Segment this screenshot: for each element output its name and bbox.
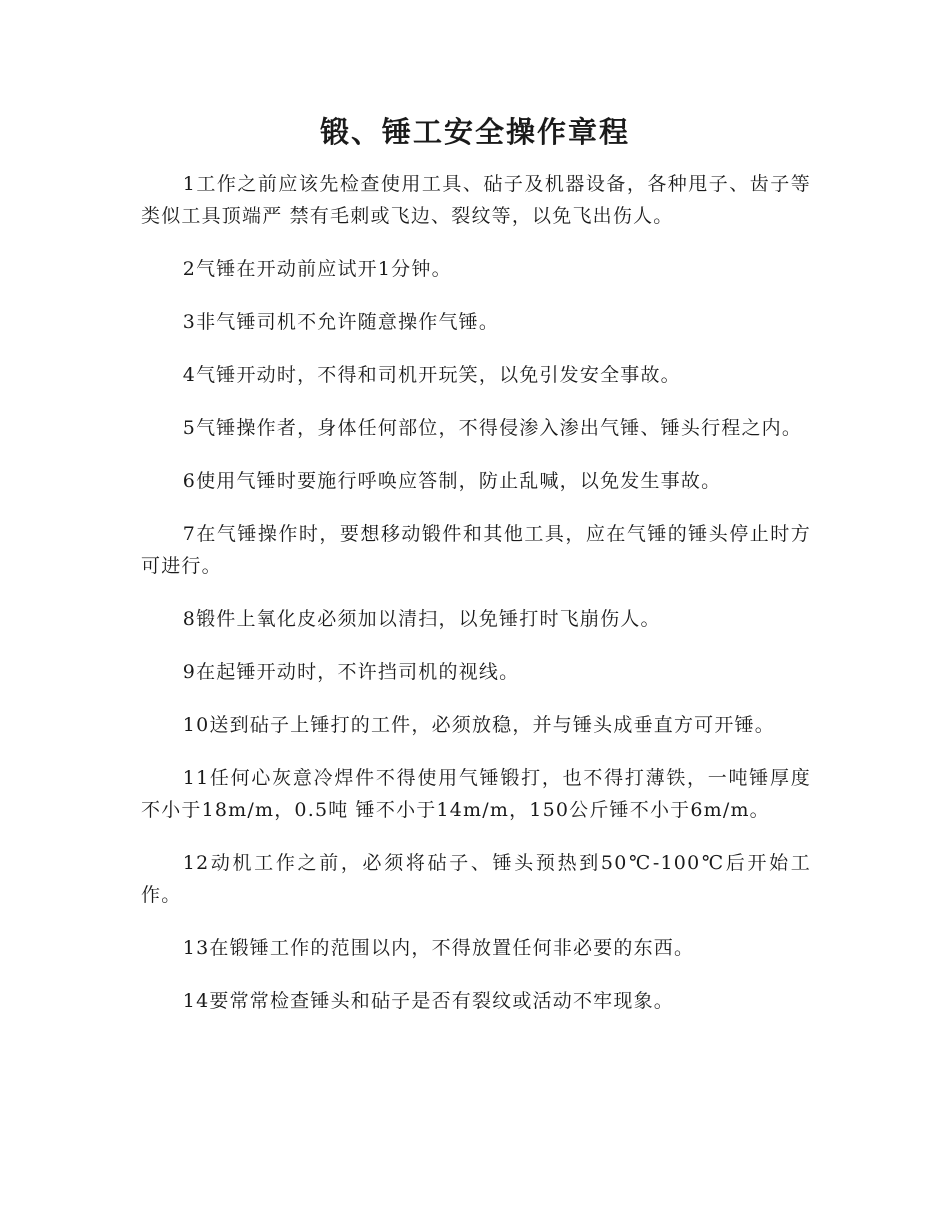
document-title: 锻、锤工安全操作章程 (319, 115, 630, 149)
document-body (141, 168, 811, 1038)
paragraph-6: 6使用气锤时要施行呼唤应答制，防止乱喊，以免发生事故。 (182, 470, 722, 492)
paragraph-12: 12动机工作之前，必须将砧子、锤头预热到50℃-100℃后开始工作。 (141, 852, 811, 906)
paragraph-14: 14要常常检查锤头和砧子是否有裂纹或活动不牢现象。 (182, 990, 674, 1012)
paragraph-9: 9在起锤开动时，不许挡司机的视线。 (182, 661, 520, 683)
paragraph-13: 13在锻锤工作的范围以内，不得放置任何非必要的东西。 (182, 937, 695, 959)
paragraph-11: 11任何心灰意冷焊件不得使用气锤锻打，也不得打薄铁，一吨锤厚度不小于18m/m，0.5吨 锤不小于14m/m，150公斤锤不小于6m/m。 (141, 767, 811, 821)
paragraph-4: 4气锤开动时，不得和司机开玩笑，以免引发安全事故。 (182, 364, 681, 386)
paragraph-5: 5气锤操作者，身体任何部位，不得侵渗入渗出气锤、锤头行程之内。 (182, 417, 803, 439)
paragraph-3: 3非气锤司机不允许随意操作气锤。 (182, 311, 500, 333)
paragraph-2: 2气锤在开动前应试开1分钟。 (182, 258, 452, 280)
paragraph-7: 7在气锤操作时，要想移动锻件和其他工具，应在气锤的锤头停止时方可进行。 (141, 523, 811, 577)
paragraph-10: 10送到砧子上锤打的工件，必须放稳，并与锤头成垂直方可开锤。 (182, 714, 775, 736)
paragraph-1: 1工作之前应该先检查使用工具、砧子及机器设备，各种甩子、齿子等类似工具顶端严 禁有毛刺或飞边、裂纹等，以免飞出伤人。 (141, 173, 811, 227)
paragraph-8: 8锻件上氧化皮必须加以清扫，以免锤打时飞崩伤人。 (182, 608, 661, 630)
